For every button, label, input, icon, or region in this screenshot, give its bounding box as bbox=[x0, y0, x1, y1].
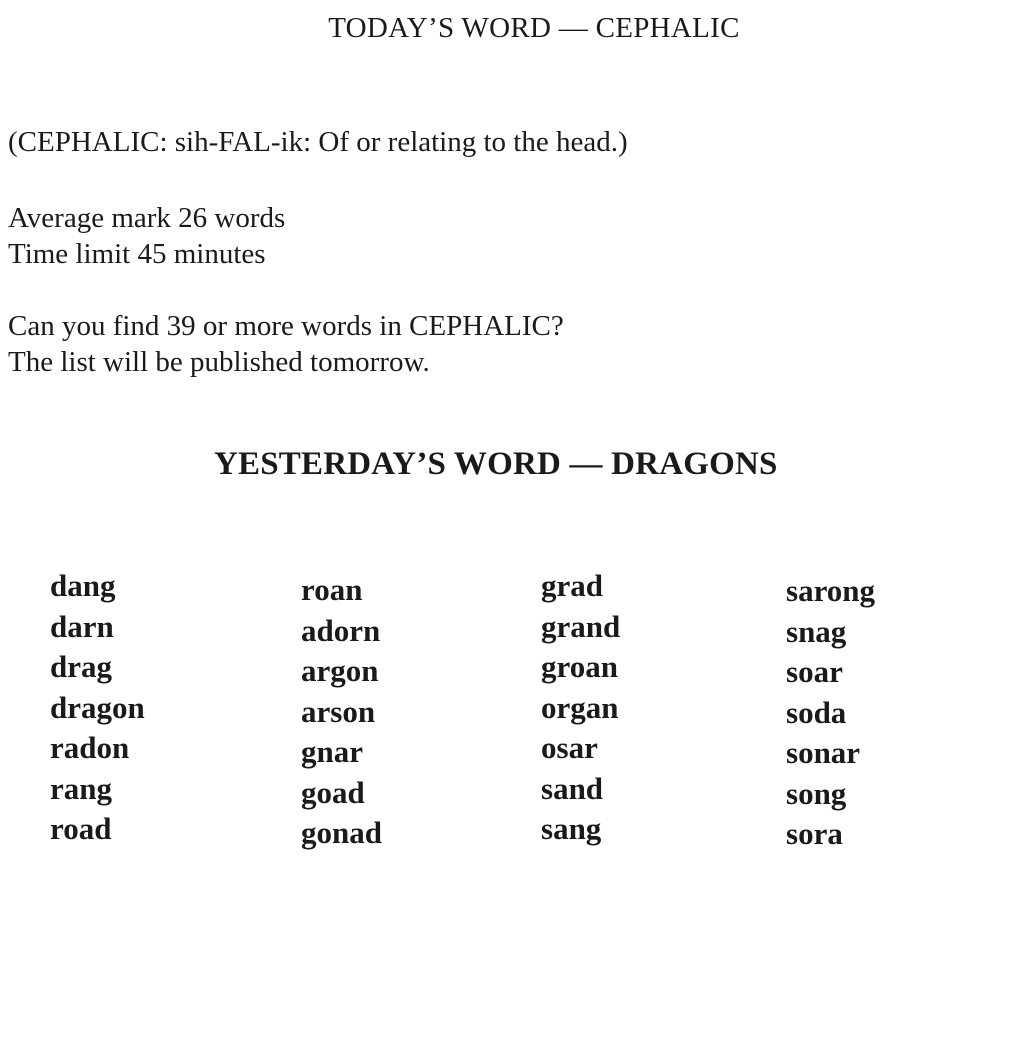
list-item: sang bbox=[541, 811, 602, 846]
average-mark: Average mark 26 words bbox=[8, 202, 286, 234]
list-item: groan bbox=[541, 649, 618, 684]
list-item: argon bbox=[301, 653, 379, 688]
list-item: gnar bbox=[301, 734, 363, 769]
list-item: song bbox=[786, 775, 847, 811]
list-item: rang bbox=[50, 770, 112, 806]
publish-notice: The list will be published tomorrow. bbox=[8, 346, 430, 378]
word-column-1 bbox=[50, 566, 145, 850]
todays-word-title: TODAY’S WORD — CEPHALIC bbox=[328, 12, 740, 44]
list-item: drag bbox=[50, 649, 112, 684]
word-column-3 bbox=[541, 566, 620, 850]
challenge-text bbox=[8, 308, 564, 380]
list-item: grad bbox=[541, 568, 603, 603]
list-item: radon bbox=[50, 730, 130, 765]
list-item: gonad bbox=[301, 815, 382, 850]
puzzle-stats bbox=[8, 200, 285, 272]
list-item: soar bbox=[786, 654, 843, 689]
word-definition: (CEPHALIC: sih-FAL-ik: Of or relating to the head.) bbox=[8, 126, 628, 158]
list-item: snag bbox=[786, 613, 847, 649]
word-column-2 bbox=[301, 570, 382, 854]
list-item: sand bbox=[541, 770, 604, 806]
list-item: roan bbox=[301, 572, 363, 607]
list-item: adorn bbox=[301, 612, 381, 648]
challenge-question: Can you find 39 or more words in CEPHALIC? bbox=[8, 310, 564, 342]
list-item: arson bbox=[301, 693, 376, 729]
list-item: osar bbox=[541, 730, 598, 765]
list-item: sarong bbox=[786, 573, 876, 608]
list-item: goad bbox=[301, 774, 365, 810]
list-item: dragon bbox=[50, 689, 145, 725]
list-item: road bbox=[50, 811, 112, 846]
list-item: dang bbox=[50, 568, 116, 603]
word-column-4 bbox=[786, 571, 875, 855]
list-item: grand bbox=[541, 608, 621, 644]
list-item: sonar bbox=[786, 735, 861, 770]
list-item: organ bbox=[541, 689, 619, 725]
time-limit: Time limit 45 minutes bbox=[8, 238, 266, 270]
list-item: sora bbox=[786, 816, 843, 851]
yesterdays-word-title: YESTERDAY’S WORD — DRAGONS bbox=[214, 446, 778, 482]
list-item: darn bbox=[50, 608, 114, 644]
list-item: soda bbox=[786, 694, 847, 730]
